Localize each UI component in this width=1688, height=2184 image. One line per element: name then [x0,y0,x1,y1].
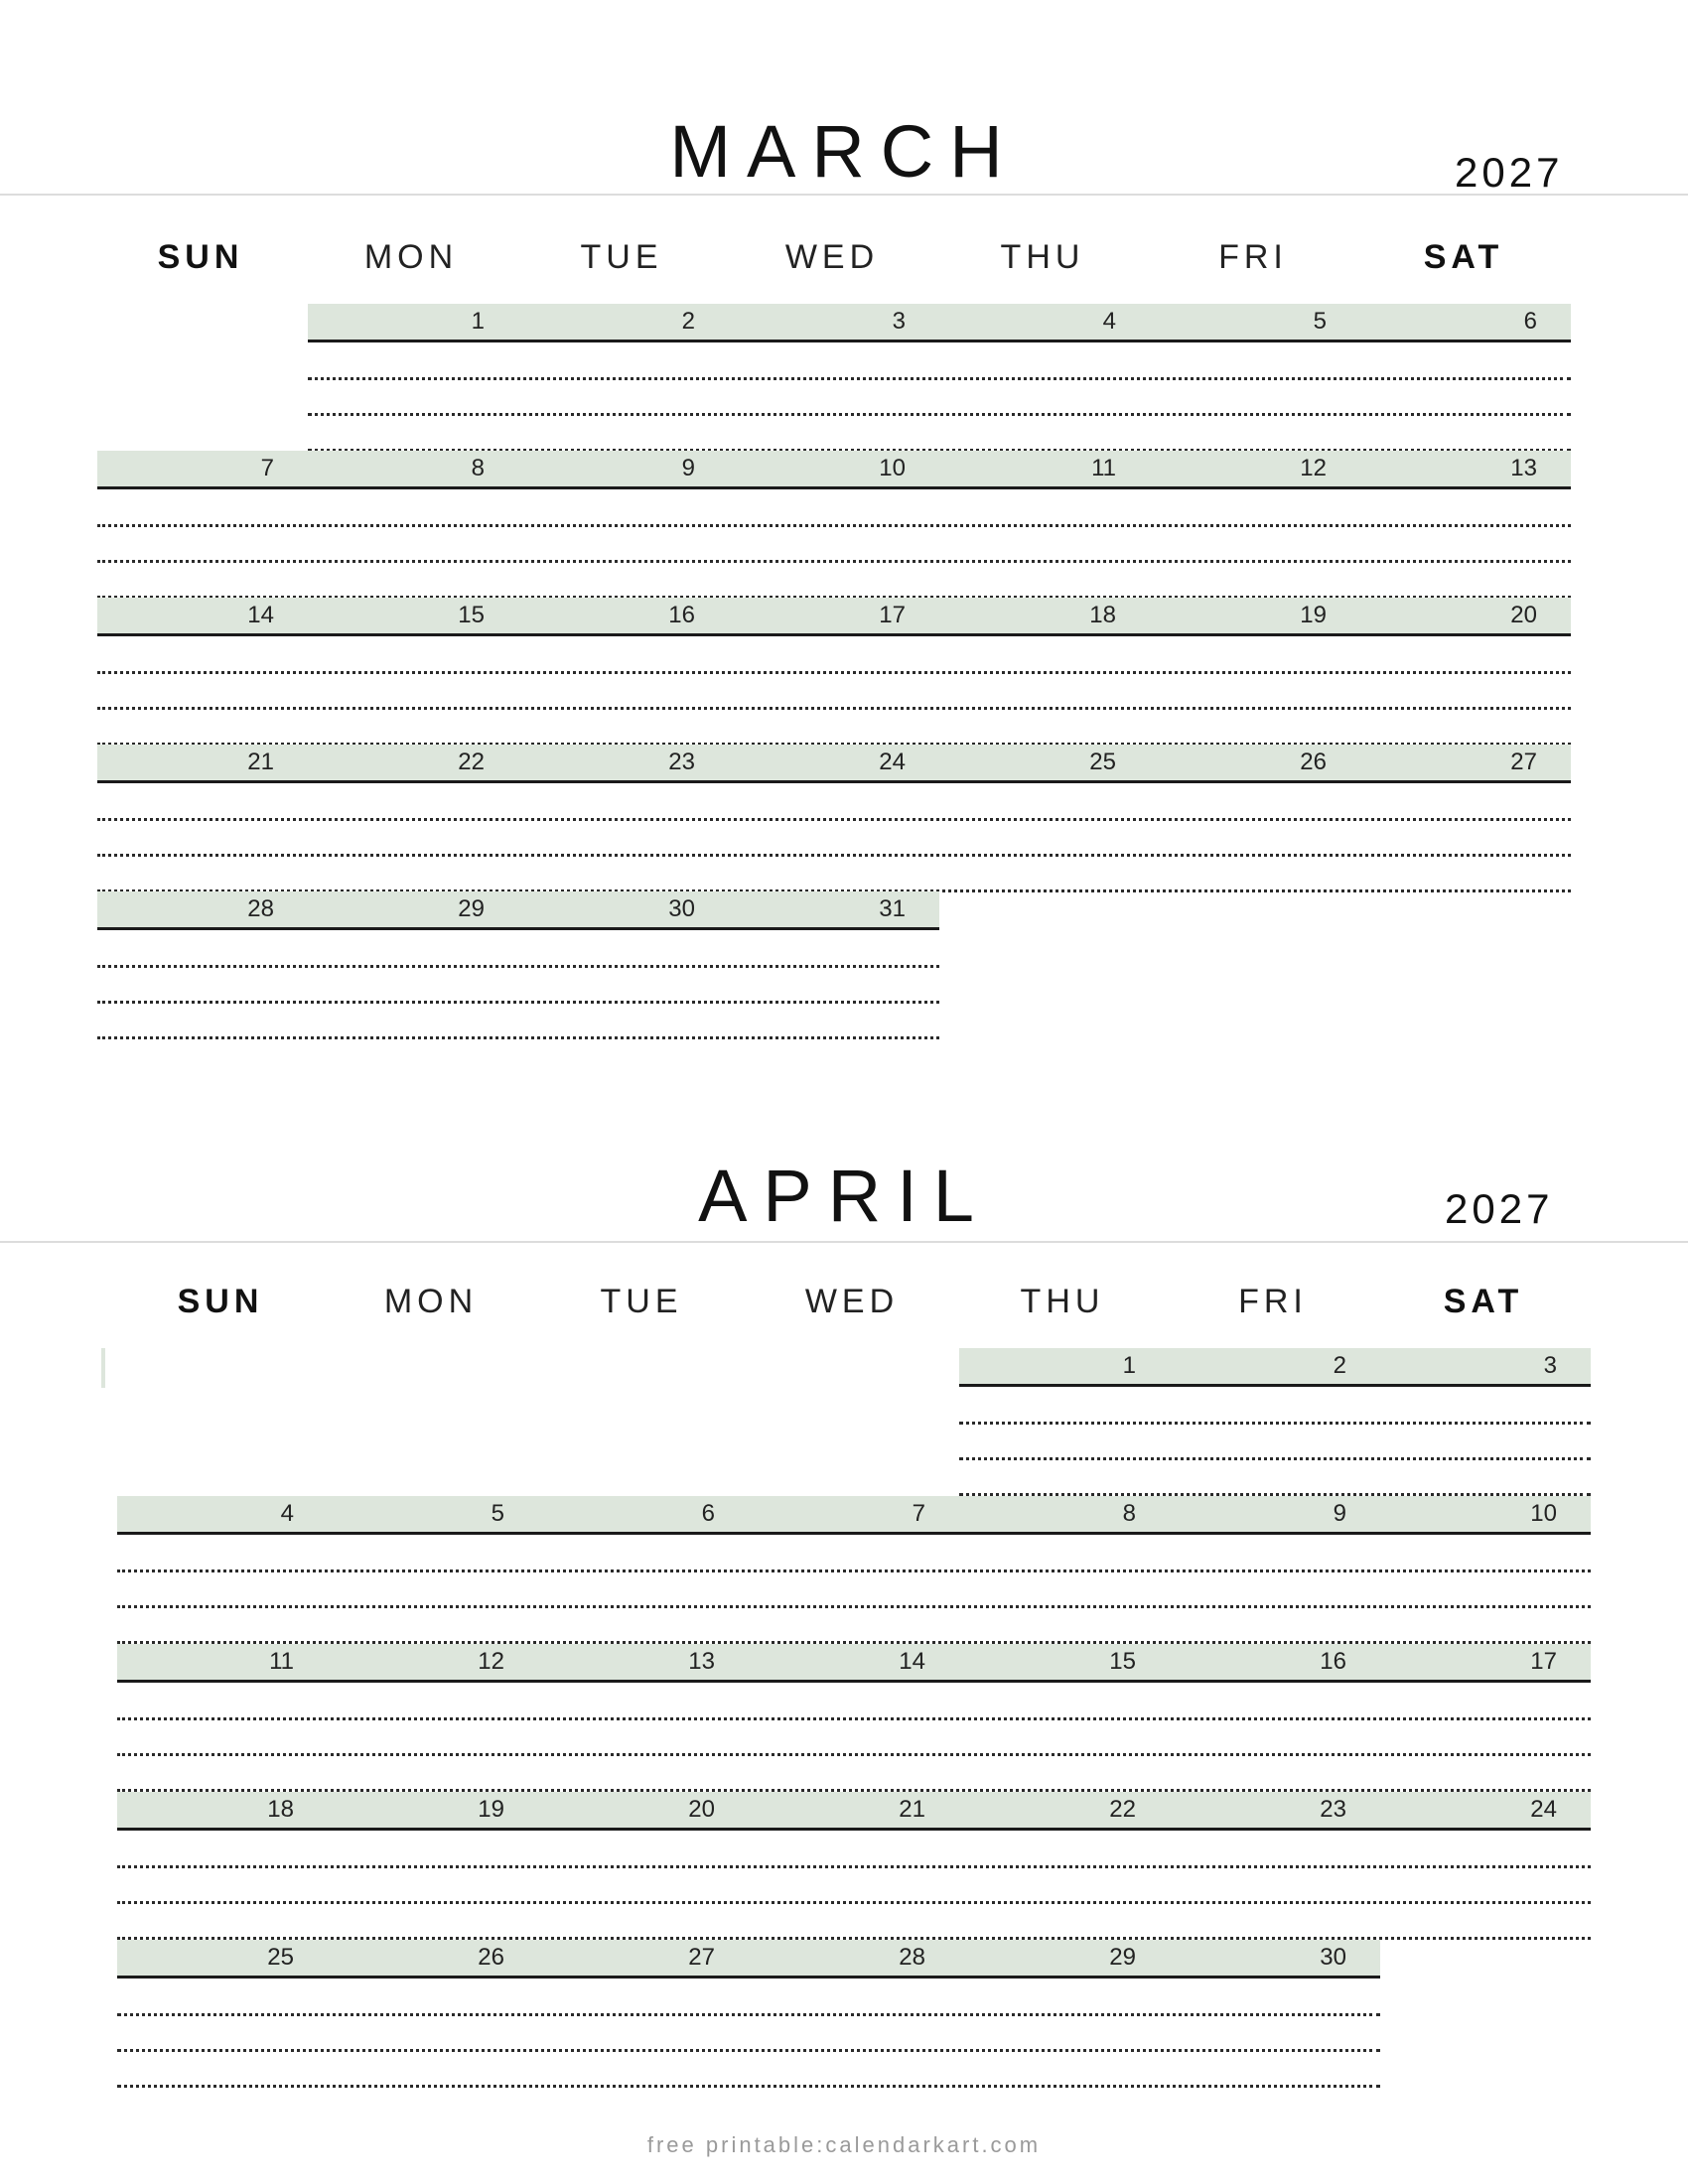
day-number: 20 [688,1796,715,1823]
day-number: 19 [478,1796,504,1823]
date-band [117,1792,1591,1831]
week-row [959,1348,1591,1496]
weekday-fri: FRI [1238,1283,1308,1320]
day-number: 12 [1300,455,1327,481]
day-number: 18 [267,1796,294,1823]
note-line[interactable] [97,707,1571,710]
weekday-mon: MON [363,238,459,276]
day-number: 1 [1122,1352,1136,1379]
day-number: 19 [1300,602,1327,628]
day-number: 4 [1102,308,1116,335]
day-number: 30 [1320,1944,1346,1971]
note-line[interactable] [308,377,1571,380]
day-number: 31 [879,895,906,922]
weekday-tue: TUE [580,238,663,276]
month-april [0,1154,1688,2107]
year-label: 2027 [1445,1185,1554,1232]
day-number: 27 [688,1944,715,1971]
day-number: 2 [681,308,695,335]
day-number: 8 [1122,1500,1136,1527]
week-row [117,1496,1591,1644]
week-row [308,304,1571,451]
date-band [117,1496,1591,1535]
day-number: 8 [471,455,485,481]
day-number: 22 [458,749,485,775]
day-number: 30 [668,895,695,922]
day-number: 3 [892,308,906,335]
weekday-sun: SUN [177,1283,264,1320]
day-number: 9 [1333,1500,1346,1527]
day-number: 2 [1333,1352,1346,1379]
note-line[interactable] [117,2085,1380,2088]
note-line[interactable] [97,818,1571,821]
day-number: 7 [260,455,274,481]
month-title: MARCH [669,110,1019,193]
day-number: 17 [1530,1648,1557,1675]
day-number: 22 [1109,1796,1136,1823]
day-number: 24 [1530,1796,1557,1823]
weekday-mon: MON [383,1283,479,1320]
date-band [117,1644,1591,1683]
note-line[interactable] [117,2013,1380,2016]
note-line[interactable] [308,413,1571,416]
day-number: 23 [668,749,695,775]
month-title: APRIL [698,1155,990,1237]
week-row [97,451,1571,598]
day-number: 29 [1109,1944,1136,1971]
day-number: 1 [471,308,485,335]
day-number: 11 [269,1648,294,1675]
day-number: 21 [899,1796,925,1823]
week-row [97,745,1571,891]
week-row [117,1792,1591,1940]
note-line[interactable] [97,671,1571,674]
note-line[interactable] [97,1036,939,1039]
day-number: 28 [899,1944,925,1971]
day-number: 15 [458,602,485,628]
day-number: 6 [1523,308,1537,335]
day-number: 10 [879,455,906,481]
date-band [308,304,1571,342]
note-line[interactable] [117,1901,1591,1904]
day-number: 28 [247,895,274,922]
note-line[interactable] [117,2049,1380,2052]
week-row [117,1940,1380,2088]
weekday-header [0,238,1688,288]
empty-cell-marker [101,1348,105,1388]
weekday-header [0,1283,1688,1332]
weekday-thu: THU [1000,238,1085,276]
day-number: 14 [899,1648,925,1675]
weekday-wed: WED [804,1283,900,1320]
day-number: 16 [1320,1648,1346,1675]
date-band [117,1940,1380,1979]
day-number: 11 [1091,455,1116,481]
note-line[interactable] [959,1457,1591,1460]
note-line[interactable] [117,1717,1591,1720]
note-line[interactable] [97,1001,939,1004]
note-line[interactable] [959,1422,1591,1425]
day-number: 7 [912,1500,925,1527]
note-line[interactable] [97,854,1571,857]
note-line[interactable] [97,560,1571,563]
week-row [97,891,939,1038]
date-band [959,1348,1591,1387]
day-number: 15 [1109,1648,1136,1675]
day-number: 26 [1300,749,1327,775]
weekday-thu: THU [1020,1283,1105,1320]
day-number: 27 [1510,749,1537,775]
day-number: 9 [681,455,695,481]
weekday-fri: FRI [1218,238,1288,276]
date-band [97,598,1571,636]
date-band [97,745,1571,783]
day-number: 5 [1313,308,1327,335]
note-line[interactable] [97,524,1571,527]
weekday-sat: SAT [1443,1283,1524,1320]
day-number: 3 [1543,1352,1557,1379]
note-line[interactable] [117,1753,1591,1756]
day-number: 21 [247,749,274,775]
day-number: 12 [478,1648,504,1675]
day-number: 6 [701,1500,715,1527]
day-number: 20 [1510,602,1537,628]
day-number: 29 [458,895,485,922]
note-line[interactable] [97,965,939,968]
week-row [117,1644,1591,1792]
day-number: 14 [247,602,274,628]
footer-credit: free printable:calendarkart.com [646,2132,1042,2157]
weekday-sun: SUN [157,238,244,276]
day-number: 26 [478,1944,504,1971]
note-line[interactable] [117,1865,1591,1868]
day-number: 13 [688,1648,715,1675]
title-divider [0,1241,1688,1243]
month-march [0,109,1688,1062]
day-number: 16 [668,602,695,628]
weekday-tue: TUE [600,1283,683,1320]
date-band [97,451,1571,489]
day-number: 25 [267,1944,294,1971]
week-row [97,598,1571,745]
day-number: 17 [879,602,906,628]
note-line[interactable] [117,1570,1591,1572]
day-number: 4 [280,1500,294,1527]
day-number: 10 [1530,1500,1557,1527]
day-number: 24 [879,749,906,775]
note-line[interactable] [117,1605,1591,1608]
day-number: 23 [1320,1796,1346,1823]
day-number: 18 [1089,602,1116,628]
day-number: 13 [1510,455,1537,481]
day-number: 25 [1089,749,1116,775]
weekday-wed: WED [784,238,880,276]
title-divider [0,194,1688,196]
day-number: 5 [491,1500,504,1527]
weekday-sat: SAT [1423,238,1504,276]
year-label: 2027 [1455,149,1564,196]
